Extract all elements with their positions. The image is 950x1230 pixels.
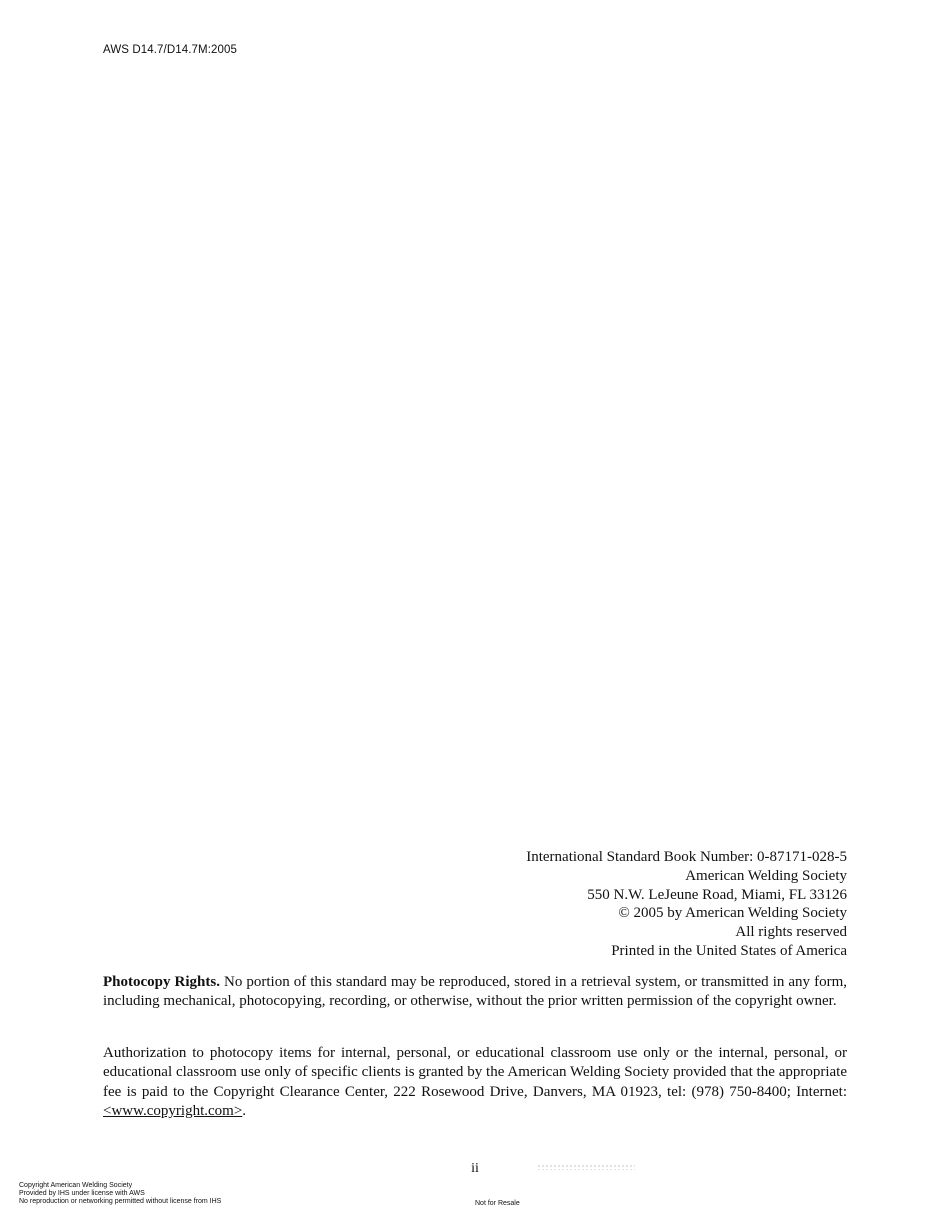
authorization-paragraph bbox=[103, 1044, 847, 1121]
link-open-bracket: < bbox=[103, 1102, 112, 1119]
authorization-text: Authorization to photocopy items for internal, personal, or educational classroom use only or the internal, personal, or educational classroom use only of specific clients is granted by the American Welding Society provided that the appropriate fee is paid to the Copyright Clearance Center, 222 Rosewood Drive, Danvers, MA 01923, tel: (978) 750-8400; Internet: bbox=[103, 1045, 847, 1100]
photocopy-rights-heading: Photocopy Rights. bbox=[103, 974, 220, 990]
authorization-end: . bbox=[242, 1102, 247, 1119]
running-head: AWS D14.7/D14.7M:2005 bbox=[103, 44, 237, 56]
license-line-reproduction: No reproduction or networking permitted without license from IHS bbox=[19, 1198, 222, 1206]
publisher-address: 550 N.W. LeJeune Road, Miami, FL 33126 bbox=[587, 886, 847, 903]
copyright-line: © 2005 by American Welding Society bbox=[618, 905, 847, 922]
isbn-line: International Standard Book Number: 0-87171-028-5 bbox=[526, 849, 847, 865]
publication-info bbox=[526, 848, 847, 961]
publisher-name: American Welding Society bbox=[685, 867, 847, 884]
copyright-website-link[interactable] bbox=[103, 1103, 242, 1119]
license-line-provider: Provided by IHS under license with AWS bbox=[19, 1190, 145, 1198]
page-number: ii bbox=[471, 1161, 479, 1176]
license-notice bbox=[19, 1182, 221, 1207]
link-close-bracket: > bbox=[233, 1102, 243, 1119]
license-line-copyright: Copyright American Welding Society bbox=[19, 1182, 133, 1189]
photocopy-rights-paragraph bbox=[103, 973, 847, 1012]
rights-line: All rights reserved bbox=[735, 924, 847, 941]
photocopy-rights-text: No portion of this standard may be reproduced, stored in a retrieval system, or transmitted in any form, including mechanical, photocopying, recording, or otherwise, without the prior written permission of the copyright owner. bbox=[103, 974, 847, 1010]
link-url-text: www.copyright.com bbox=[111, 1102, 234, 1119]
printed-line: Printed in the United States of America bbox=[611, 942, 847, 959]
scan-artifact-dots bbox=[537, 1164, 635, 1170]
not-for-resale-label: Not for Resale bbox=[475, 1200, 520, 1207]
